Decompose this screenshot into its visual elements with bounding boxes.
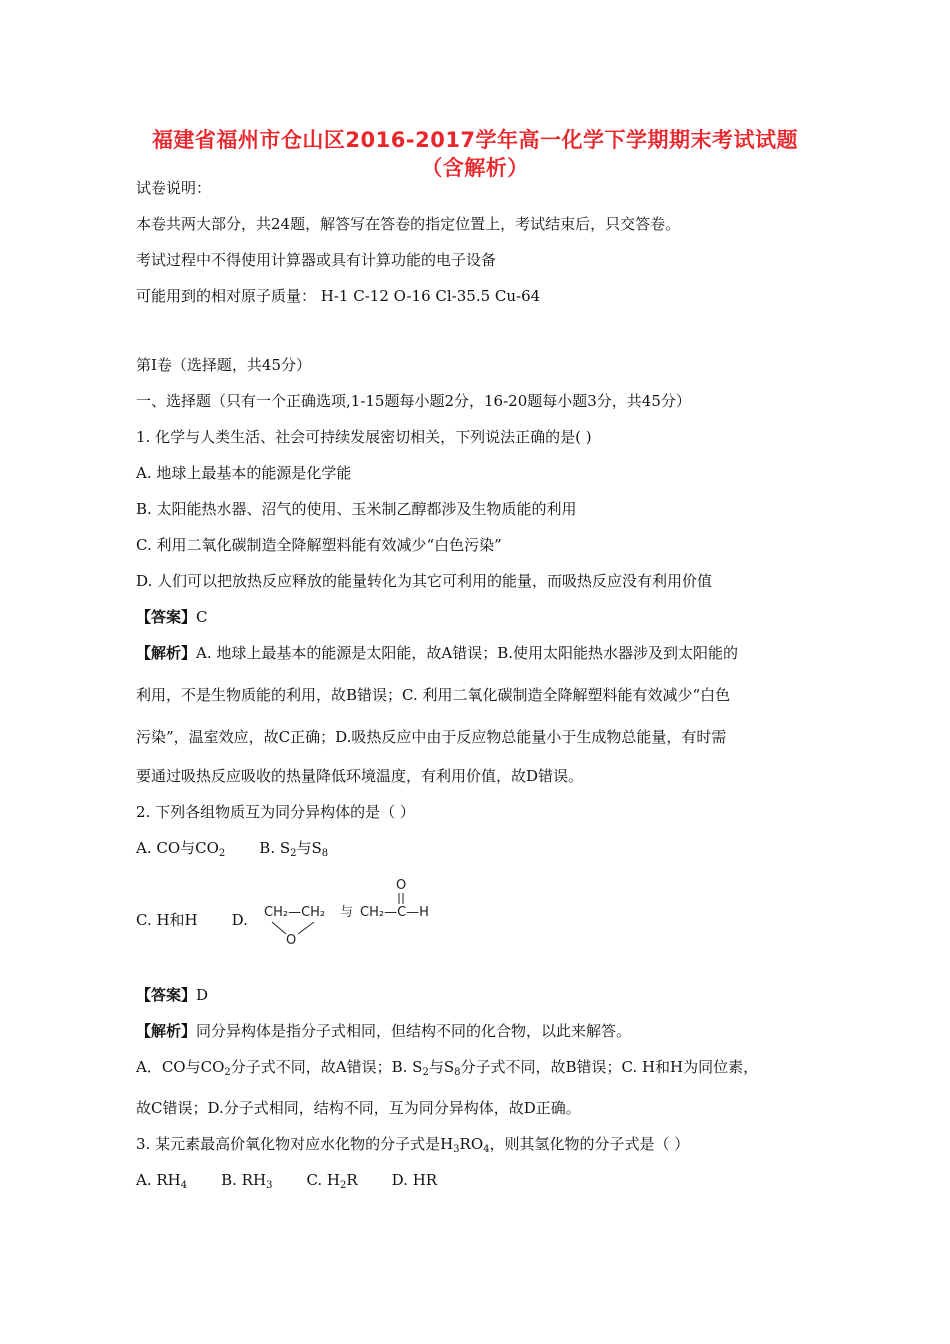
analysis (136, 1021, 631, 1041)
question-stem (136, 1134, 689, 1154)
analysis (136, 643, 738, 663)
answer (136, 985, 208, 1005)
document-title: 福建省福州市仓山区2016-2017学年高一化学下学期期末考试试题 (151, 128, 799, 152)
answer-value: C (196, 608, 208, 626)
subscript: 2 (290, 848, 297, 859)
intro-heading: 试卷说明： (136, 179, 212, 197)
stem-part: ，则其氢化物的分子式是（ ） (489, 1135, 690, 1153)
intro-paragraph: 可能用到的相对原子质量： H-1 C-12 O-16 Cl-35.5 Cu-64 (136, 287, 541, 305)
subscript: 4 (180, 1180, 188, 1191)
options-row (136, 910, 248, 930)
options-row (136, 838, 328, 858)
option-c: C. H (306, 1171, 340, 1189)
structure-oxygen: O (286, 933, 297, 946)
option-a: A. CO与CO (136, 839, 219, 857)
option-c: C. H和H (136, 911, 198, 929)
intro-paragraph: 考试过程中不得使用计算器或具有计算功能的电子设备 (136, 251, 497, 269)
section-heading: 一、选择题（只有一个正确选项,1-15题每小题2分，16-20题每小题3分，共45分） (136, 392, 691, 410)
subscript: 2 (224, 1067, 231, 1078)
question-stem: 1. 化学与人类生活、社会可持续发展密切相关，下列说法正确的是( ) (136, 428, 592, 446)
stem-part: RO (459, 1135, 484, 1153)
subscript: 3 (266, 1180, 273, 1191)
option-b: B. S (259, 839, 291, 857)
analysis-text: 故C错误；D.分子式相同，结构不同，互为同分异构体，故D正确。 (136, 1099, 581, 1117)
option-b-mid: 与S (296, 839, 322, 857)
analysis-text: 同分异构体是指分子式相同，但结构不同的化合物，以此来解答。 (196, 1022, 632, 1040)
subscript: 3 (453, 1144, 460, 1155)
subscript: 2 (340, 1180, 347, 1191)
answer-tag: 【答案】 (136, 986, 197, 1004)
option-a: A. 地球上最基本的能源是化学能 (136, 464, 352, 482)
analysis-text: 污染”，温室效应，故C正确；D.吸热反应中由于反应物总能量小于生成物总能量，有时需 (136, 728, 727, 746)
bond-line (298, 922, 314, 934)
structure-connector: 与 (340, 905, 354, 920)
structural-formula-image (262, 876, 442, 946)
analysis-part: A．CO与CO (136, 1058, 225, 1076)
option-b: B. 太阳能热水器、沼气的使用、玉米制乙醇都涉及生物质能的利用 (136, 500, 577, 518)
analysis-part: 分子式不同，故A错误；B. S (230, 1058, 423, 1076)
answer-value: D (196, 986, 209, 1004)
answer-tag: 【答案】 (136, 608, 197, 626)
option-b: B. RH (221, 1171, 267, 1189)
subscript: 2 (422, 1067, 429, 1078)
bond-line (272, 922, 286, 934)
option-d: D. HR (391, 1171, 438, 1189)
analysis-text: 利用，不是生物质能的利用，故B错误；C. 利用二氧化碳制造全降解塑料能有效减少“白色 (136, 686, 731, 704)
subscript: 8 (454, 1067, 461, 1078)
subscript: 8 (321, 848, 329, 859)
document-title-suffix: （含解析） (421, 156, 529, 180)
analysis-text (136, 1057, 758, 1077)
option-c: C. 利用二氧化碳制造全降解塑料能有效减少“白色污染” (136, 536, 502, 554)
stem-part: 3. 某元素最高价氧化物对应水化物的分子式是H (136, 1135, 454, 1153)
structure-left: CH₂—CH₂ (264, 905, 326, 920)
analysis-tag: 【解析】 (136, 644, 197, 662)
analysis-part: 与S (428, 1058, 455, 1076)
structure-carbonyl-oxygen: O (396, 878, 407, 893)
option-d: D. 人们可以把放热反应释放的能量转化为其它可利用的能量，而吸热反应没有利用价值 (136, 572, 713, 590)
subscript: 4 (483, 1144, 490, 1155)
subscript: 2 (218, 848, 226, 859)
options-row (136, 1170, 437, 1190)
analysis-text: 要通过吸热反应吸收的热量降低环境温度，有利用价值，故D错误。 (136, 767, 584, 785)
analysis-text: A. 地球上最基本的能源是太阳能，故A错误；B.使用太阳能热水器涉及到太阳能的 (196, 644, 739, 662)
answer (136, 607, 208, 627)
analysis-part: 分子式不同，故B错误；C. H和H为同位素， (460, 1058, 759, 1076)
intro-paragraph: 本卷共两大部分，共24题，解答写在答卷的指定位置上，考试结束后，只交答卷。 (136, 215, 681, 233)
analysis-tag: 【解析】 (136, 1022, 197, 1040)
option-c-tail: R (346, 1171, 358, 1189)
option-d: D. (231, 911, 248, 929)
option-a: A. RH (136, 1171, 181, 1189)
question-stem: 2. 下列各组物质互为同分异构体的是（ ） (136, 803, 415, 821)
part-heading: 第I卷（选择题，共45分） (136, 356, 312, 374)
structure-right: CH₂—C—H (360, 905, 429, 920)
